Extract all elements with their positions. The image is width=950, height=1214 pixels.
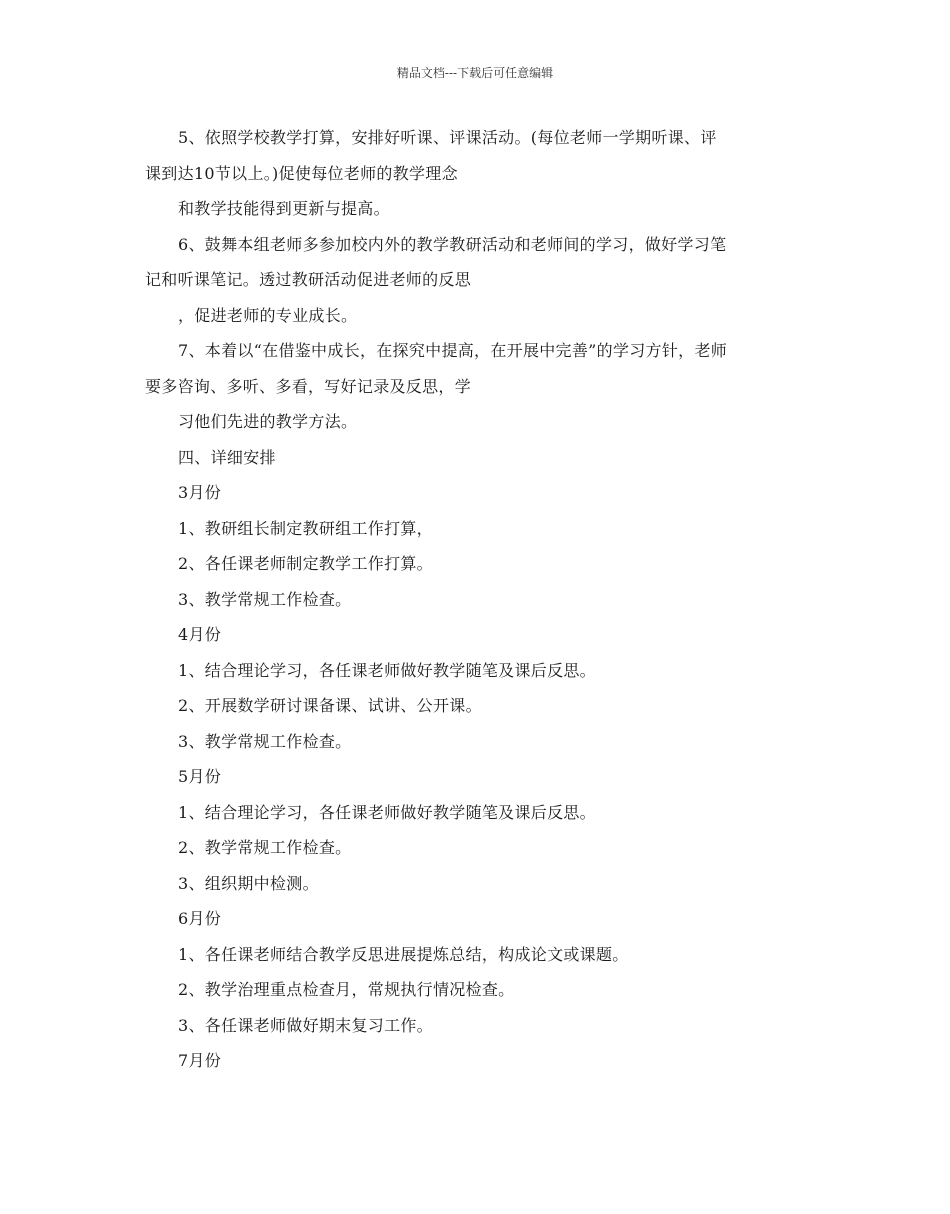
paragraph: 习他们先进的教学方法。: [178, 412, 358, 431]
list-item: 2、教学治理重点检查月，常规执行情况检查。: [178, 980, 515, 999]
document-body: [145, 120, 810, 1079]
list-item: 1、各任课老师结合教学反思进展提炼总结，构成论文或课题。: [178, 944, 629, 964]
list-item: 2、教学常规工作检查。: [178, 838, 352, 857]
list-item: 1、结合理论学习，各任课老师做好教学随笔及课后反思。: [178, 802, 596, 822]
list-item: 2、各任课老师制定教学工作打算。: [178, 554, 433, 573]
section-heading: 四、详细安排: [178, 447, 276, 467]
month-heading: 4月份: [178, 625, 222, 644]
list-item: 3、教学常规工作检查。: [178, 731, 352, 751]
paragraph: 要多咨询、多听、多看，写好记录及反思，学: [145, 376, 472, 396]
page-header: 精品文档---下载后可任意编辑: [396, 66, 554, 80]
paragraph: 和教学技能得到更新与提高。: [178, 199, 390, 218]
paragraph: 课到达10节以上。)促使每位老师的教学理念: [145, 163, 458, 183]
month-heading: 5月份: [178, 767, 222, 786]
paragraph: 5、依照学校教学打算，安排好听课、评课活动。(每位老师一学期听课、评: [178, 128, 717, 147]
list-item: 1、结合理论学习，各任课老师做好教学随笔及课后反思。: [178, 660, 596, 680]
month-heading: 3月份: [178, 483, 222, 502]
list-item: 1、教研组长制定教研组工作打算，: [178, 518, 433, 538]
list-item: 3、组织期中检测。: [178, 873, 319, 893]
paragraph: 记和听课笔记。透过教研活动促进老师的反思: [145, 270, 472, 289]
list-item: 3、各任课老师做好期末复习工作。: [178, 1015, 433, 1035]
list-item: 3、教学常规工作检查。: [178, 589, 352, 609]
paragraph: ，促进老师的专业成长。: [178, 305, 358, 325]
list-item: 2、开展数学研讨课备课、试讲、公开课。: [178, 696, 482, 715]
month-heading: 6月份: [178, 909, 222, 928]
paragraph: 6、鼓舞本组老师多参加校内外的教学教研活动和老师间的学习，做好学习笔: [178, 234, 727, 254]
month-heading: 7月份: [178, 1051, 222, 1070]
paragraph: 7、本着以“在借鉴中成长，在探究中提高，在开展中完善”的学习方针，老师: [178, 341, 728, 360]
